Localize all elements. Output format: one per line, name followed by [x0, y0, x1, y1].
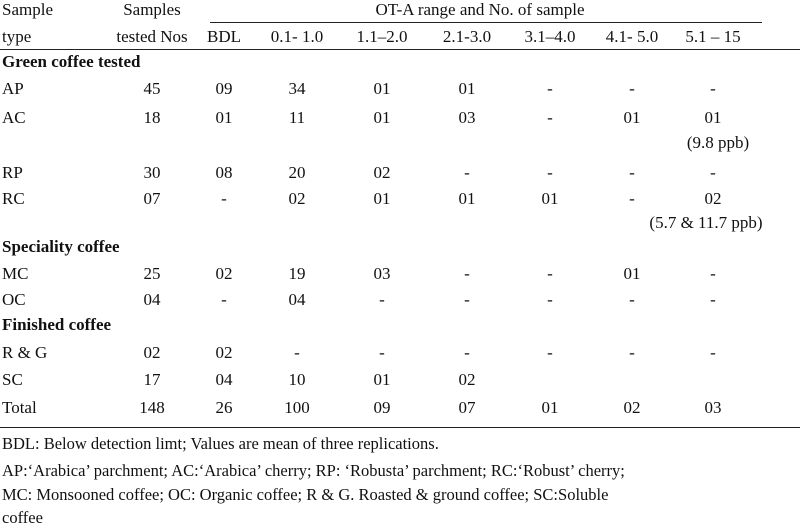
range-header-1.1-2.0: 1.1–2.0 [356, 27, 408, 46]
cell-0.1-1.0: 20 [288, 163, 306, 182]
cell-3.1-4.0: - [547, 264, 553, 283]
cell-2.1-3.0: - [464, 264, 470, 283]
header-group-rule [210, 22, 762, 23]
cell-3.1-4.0: 01 [541, 189, 559, 208]
total-5.1-15: 03 [704, 398, 722, 417]
range-header-0.1-1.0: 0.1- 1.0 [270, 27, 324, 46]
row-samples-tested: 25 [143, 264, 161, 283]
total-3.1-4.0: 01 [541, 398, 559, 417]
row-samples-tested: 45 [143, 79, 161, 98]
cell-4.1-5.0: - [629, 79, 635, 98]
header-sample-type-line2: type [2, 27, 32, 46]
cell-4.1-5.0: 01 [623, 108, 641, 127]
row-sample-type: SC [2, 370, 23, 389]
cell-5.1-15: - [710, 79, 716, 98]
row-samples-tested: 07 [143, 189, 161, 208]
header-samples-line1: Samples [123, 0, 181, 19]
footnote-abbreviations-3: coffee [2, 508, 43, 527]
range-header-4.1-5.0: 4.1- 5.0 [605, 27, 659, 46]
row-samples-tested: 02 [143, 343, 161, 362]
cell-0.1-1.0: 04 [288, 290, 306, 309]
cell-5.1-15: 01 [704, 108, 722, 127]
table-bottom-rule [0, 427, 800, 428]
cell-0.1-1.0: 10 [288, 370, 306, 389]
total-2.1-3.0: 07 [458, 398, 476, 417]
total-4.1-5.0: 02 [623, 398, 641, 417]
row-samples-tested: 04 [143, 290, 161, 309]
cell-bdl: 08 [215, 163, 233, 182]
cell-2.1-3.0: 01 [458, 189, 476, 208]
header-bottom-rule [0, 49, 800, 50]
cell-3.1-4.0: - [547, 79, 553, 98]
row-samples-tested: 30 [143, 163, 161, 182]
footnote-abbreviations-1: AP:‘Arabica’ parchment; AC:‘Arabica’ cherry; RP: ‘Robusta’ parchment; RC:‘Robust’ cherry; [2, 461, 625, 480]
cell-bdl: 02 [215, 343, 233, 362]
cell-0.1-1.0: 19 [288, 264, 306, 283]
cell-0.1-1.0: 34 [288, 79, 306, 98]
cell-1.1-2.0: 01 [373, 370, 391, 389]
row-sample-type: OC [2, 290, 26, 309]
cell-4.1-5.0: - [629, 290, 635, 309]
total-label: Total [2, 398, 37, 417]
row-sample-type: AP [2, 79, 24, 98]
cell-1.1-2.0: 03 [373, 264, 391, 283]
cell-1.1-2.0: - [379, 290, 385, 309]
range-header-5.1-15: 5.1 – 15 [685, 27, 741, 46]
cell-4.1-5.0: 01 [623, 264, 641, 283]
section-title-speciality-coffee: Speciality coffee [2, 237, 120, 256]
footnote-abbreviations-2: MC: Monsooned coffee; OC: Organic coffee; R & G. Roasted & ground coffee; SC:Soluble [2, 485, 609, 504]
cell-4.1-5.0: - [629, 163, 635, 182]
cell-3.1-4.0: - [547, 290, 553, 309]
cell-2.1-3.0: - [464, 290, 470, 309]
header-sample-type-line1: Sample [2, 0, 53, 19]
cell-2.1-3.0: 02 [458, 370, 476, 389]
cell-4.1-5.0: - [629, 343, 635, 362]
total-0.1-1.0: 100 [284, 398, 310, 417]
cell-bdl: 09 [215, 79, 233, 98]
cell-4.1-5.0: - [629, 189, 635, 208]
header-samples-line2: tested Nos [116, 27, 188, 46]
cell-bdl: - [221, 290, 227, 309]
cell-0.1-1.0: - [294, 343, 300, 362]
cell-2.1-3.0: 01 [458, 79, 476, 98]
cell-5.1-15: 02 [704, 189, 722, 208]
row-samples-tested: 17 [143, 370, 161, 389]
cell-1.1-2.0: - [379, 343, 385, 362]
row-sample-type: RC [2, 189, 25, 208]
row-samples-tested: 18 [143, 108, 161, 127]
footnote-bdl: BDL: Below detection limt; Values are mean of three replications. [2, 434, 439, 453]
cell-0.1-1.0: 11 [288, 108, 306, 127]
total-1.1-2.0: 09 [373, 398, 391, 417]
cell-1.1-2.0: 01 [373, 108, 391, 127]
cell-2.1-3.0: - [464, 163, 470, 182]
range-header-2.1-3.0: 2.1-3.0 [442, 27, 492, 46]
row-sample-type: R & G [2, 343, 48, 362]
cell-5.1-15: - [710, 290, 716, 309]
cell-5.1-15: - [710, 264, 716, 283]
section-title-finished-coffee: Finished coffee [2, 315, 112, 334]
cell-3.1-4.0: - [547, 108, 553, 127]
cell-note-ppb: (5.7 & 11.7 ppb) [649, 213, 763, 232]
total-bdl: 26 [215, 398, 233, 417]
cell-5.1-15: - [710, 163, 716, 182]
row-sample-type: AC [2, 108, 26, 127]
cell-2.1-3.0: - [464, 343, 470, 362]
cell-2.1-3.0: 03 [458, 108, 476, 127]
cell-1.1-2.0: 01 [373, 79, 391, 98]
cell-1.1-2.0: 01 [373, 189, 391, 208]
cell-note-ppb: (9.8 ppb) [686, 133, 750, 152]
cell-bdl: 02 [215, 264, 233, 283]
cell-bdl: - [221, 189, 227, 208]
row-sample-type: RP [2, 163, 23, 182]
row-sample-type: MC [2, 264, 29, 283]
header-group-title: OT-A range and No. of sample [375, 0, 585, 19]
cell-3.1-4.0: - [547, 343, 553, 362]
cell-5.1-15: - [710, 343, 716, 362]
cell-3.1-4.0: - [547, 163, 553, 182]
section-title-green-coffee: Green coffee tested [2, 52, 141, 71]
cell-bdl: 01 [215, 108, 233, 127]
range-header-bdl: BDL [207, 27, 241, 46]
cell-1.1-2.0: 02 [373, 163, 391, 182]
range-header-3.1-4.0: 3.1–4.0 [524, 27, 576, 46]
total-samples-tested: 148 [139, 398, 165, 417]
cell-bdl: 04 [215, 370, 233, 389]
cell-0.1-1.0: 02 [288, 189, 306, 208]
